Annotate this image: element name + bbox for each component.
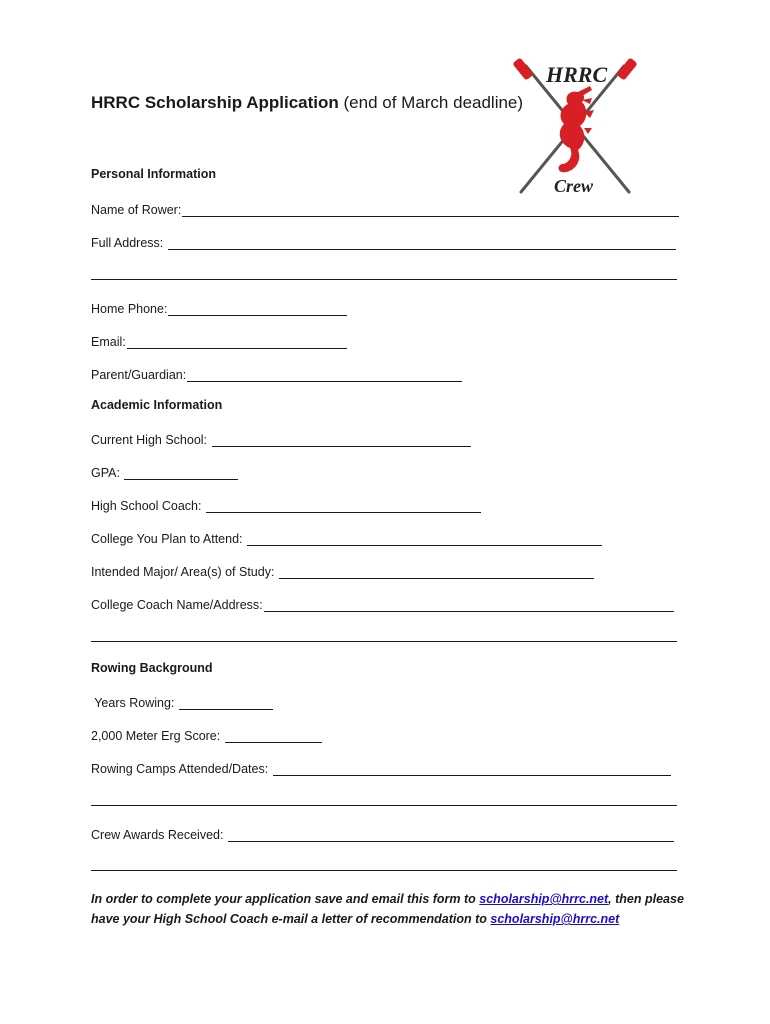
erg-label: 2,000 Meter Erg Score: [91,729,224,743]
phone-label: Home Phone: [91,302,168,316]
email-row [91,331,347,349]
email-link-1[interactable]: scholarship@hrrc.net [479,892,609,906]
name-field[interactable] [182,202,679,217]
seahorse-icon [559,86,594,172]
erg-field[interactable] [225,728,322,743]
name-label: Name of Rower: [91,203,182,217]
parent-row [91,364,462,382]
parent-field[interactable] [187,367,462,382]
address-field-line2[interactable] [91,279,677,280]
years-field[interactable] [179,695,273,710]
submission-instructions [91,889,691,929]
section-academic: Academic Information [91,398,223,412]
college-coach-field-line2[interactable] [91,641,677,642]
erg-row [91,725,322,743]
college-coach-field[interactable] [264,597,674,612]
phone-field[interactable] [168,301,347,316]
school-label: Current High School: [91,433,211,447]
camps-field[interactable] [273,761,671,776]
hs-coach-field[interactable] [206,498,481,513]
major-label: Intended Major/ Area(s) of Study: [91,565,278,579]
gpa-label: GPA: [91,466,124,480]
years-label: Years Rowing: [91,696,178,710]
parent-label: Parent/Guardian: [91,368,187,382]
awards-field[interactable] [228,827,674,842]
hrrc-crew-logo [512,52,638,202]
college-field[interactable] [247,531,602,546]
college-label: College You Plan to Attend: [91,532,246,546]
college-coach-label: College Coach Name/Address: [91,598,263,612]
camps-label: Rowing Camps Attended/Dates: [91,762,272,776]
awards-row [91,824,674,842]
gpa-row [91,462,238,480]
phone-row [91,298,347,316]
address-field[interactable] [168,235,676,250]
school-field[interactable] [212,432,471,447]
major-row [91,561,594,579]
note-text-2: , then please have your High School Coach e-mail a letter of recommendation to [91,892,684,926]
email-link-2[interactable]: scholarship@hrrc.net [490,912,620,926]
name-row [91,199,679,217]
college-row [91,528,602,546]
gpa-field[interactable] [124,465,238,480]
address-row [91,232,676,250]
title-deadline: (end of March deadline) [338,93,524,112]
hs-coach-row [91,495,481,513]
years-row [91,692,273,710]
camps-row [91,758,671,776]
note-text-1: In order to complete your application save and email this form to [91,892,480,906]
title-bold: HRRC Scholarship Application [91,93,339,112]
email-label: Email: [91,335,126,349]
awards-label: Crew Awards Received: [91,828,227,842]
address-label: Full Address: [91,236,167,250]
camps-field-line2[interactable] [91,805,677,806]
major-field[interactable] [279,564,594,579]
hs-coach-label: High School Coach: [91,499,205,513]
logo-bottom-text: Crew [554,176,594,196]
college-coach-row [91,594,674,612]
logo-top-text: HRRC [546,62,608,87]
section-personal: Personal Information [91,167,217,181]
section-rowing: Rowing Background [91,661,213,675]
school-row [91,429,471,447]
page-title [91,93,523,113]
awards-field-line2[interactable] [91,870,677,871]
email-field[interactable] [127,334,347,349]
